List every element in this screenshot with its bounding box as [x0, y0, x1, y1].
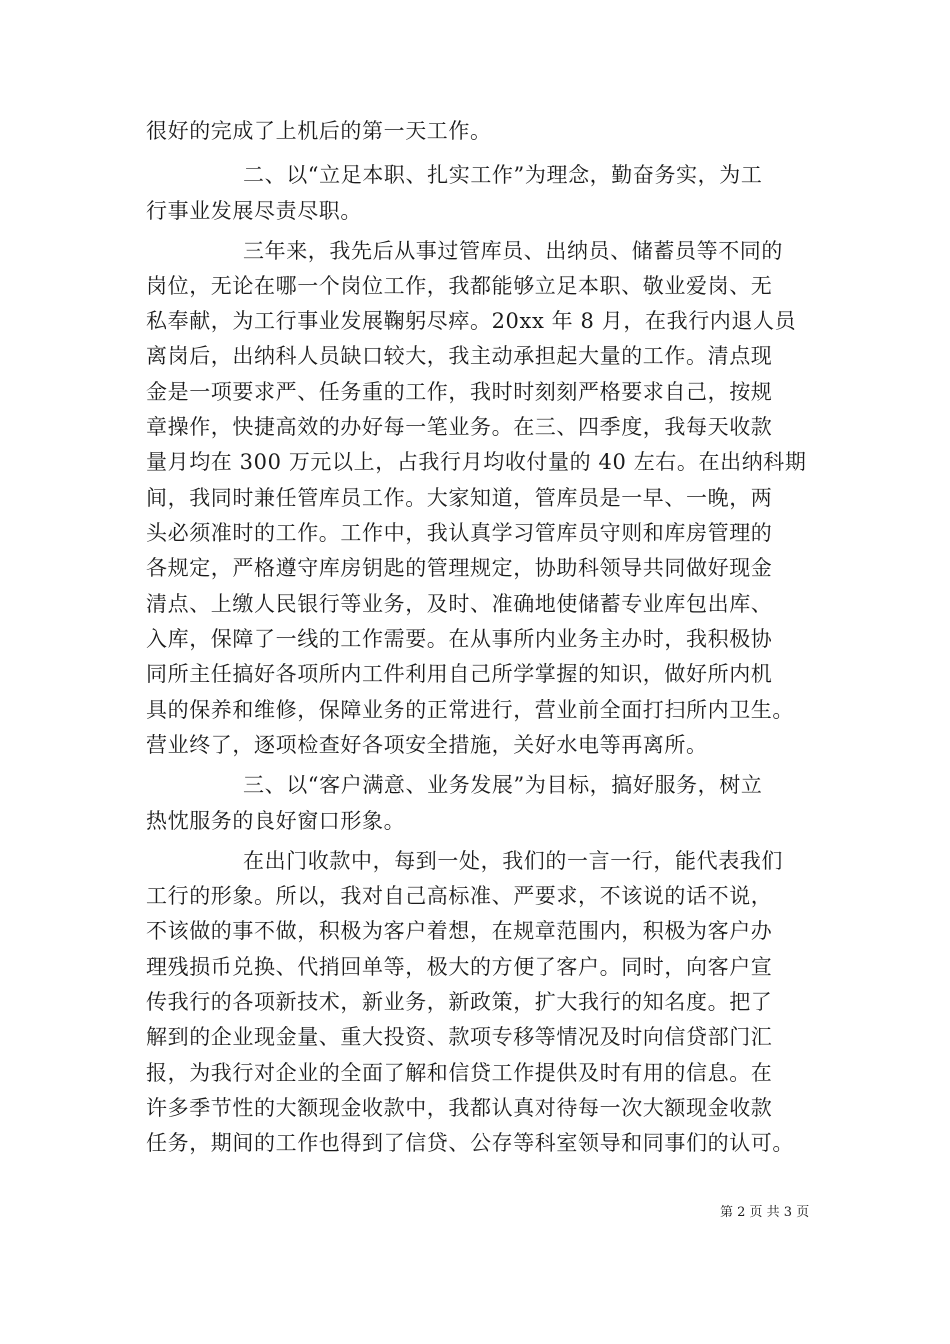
text-line: 工行的形象。所以，我对自己高标准、严要求，不该说的话不说， [146, 884, 773, 908]
text-line: 各规定，严格遵守库房钥匙的管理规定，协助科领导共同做好现金 [146, 556, 773, 580]
text-line: 章操作，快捷高效的办好每一笔业务。在三、四季度，我每天收款 [146, 415, 773, 439]
text-line: 岗位，无论在哪一个岗位工作，我都能够立足本职、敬业爱岗、无 [146, 274, 773, 298]
text-line: 不该做的事不做，积极为客户着想，在规章范围内，积极为客户办 [146, 919, 773, 943]
text-line: 金是一项要求严、任务重的工作，我时时刻刻严格要求自己，按规 [146, 380, 773, 404]
text-line: 行事业发展尽责尽职。 [146, 199, 362, 223]
page-number-footer: 第 2 页 共 3 页 [720, 1205, 810, 1220]
text-line: 离岗后，出纳科人员缺口较大，我主动承担起大量的工作。清点现 [146, 344, 773, 368]
paragraph-start: 三年来，我先后从事过管库员、出纳员、储蓄员等不同的 [243, 239, 783, 263]
text-line: 间，我同时兼任管库员工作。大家知道，管库员是一早、一晚，两 [146, 486, 773, 510]
section-heading-3: 三、以“客户满意、业务发展”为目标，搞好服务，树立 [243, 773, 763, 797]
text-line: 同所主任搞好各项所内工件利用自己所学掌握的知识，做好所内机 [146, 662, 773, 686]
text-line: 许多季节性的大额现金收款中，我都认真对待每一次大额现金收款 [146, 1096, 773, 1120]
text-line: 清点、上缴人民银行等业务，及时、准确地使储蓄专业库包出库、 [146, 592, 773, 616]
text-line: 任务，期间的工作也得到了信贷、公存等科室领导和同事们的认可。 [146, 1131, 794, 1155]
paragraph-start: 在出门收款中，每到一处，我们的一言一行，能代表我们 [243, 849, 783, 873]
text-line: 具的保养和维修，保障业务的正常进行，营业前全面打扫所内卫生。 [146, 698, 794, 722]
text-line: 热忱服务的良好窗口形象。 [146, 809, 406, 833]
text-line: 营业终了，逐项检查好各项安全措施，关好水电等再离所。 [146, 733, 708, 757]
text-line: 传我行的各项新技术，新业务，新政策，扩大我行的知名度。把了 [146, 990, 773, 1014]
section-heading-2: 二、以“立足本职、扎实工作”为理念，勤奋务实，为工 [243, 163, 763, 187]
text-line: 报，为我行对企业的全面了解和信贷工作提供及时有用的信息。在 [146, 1061, 773, 1085]
text-line: 很好的完成了上机后的第一天工作。 [146, 119, 492, 143]
text-line: 理残损币兑换、代捎回单等，极大的方便了客户。同时，向客户宣 [146, 955, 773, 979]
text-line: 入库，保障了一线的工作需要。在从事所内业务主办时，我积极协 [146, 627, 773, 651]
text-line: 量月均在 300 万元以上，占我行月均收付量的 40 左右。在出纳科期 [146, 450, 807, 474]
text-line: 私奉献，为工行事业发展鞠躬尽瘁。20xx 年 8 月，在我行内退人员 [146, 309, 797, 333]
text-line: 解到的企业现金量、重大投资、款项专移等情况及时向信贷部门汇 [146, 1025, 773, 1049]
text-line: 头必须准时的工作。工作中，我认真学习管库员守则和库房管理的 [146, 521, 773, 545]
